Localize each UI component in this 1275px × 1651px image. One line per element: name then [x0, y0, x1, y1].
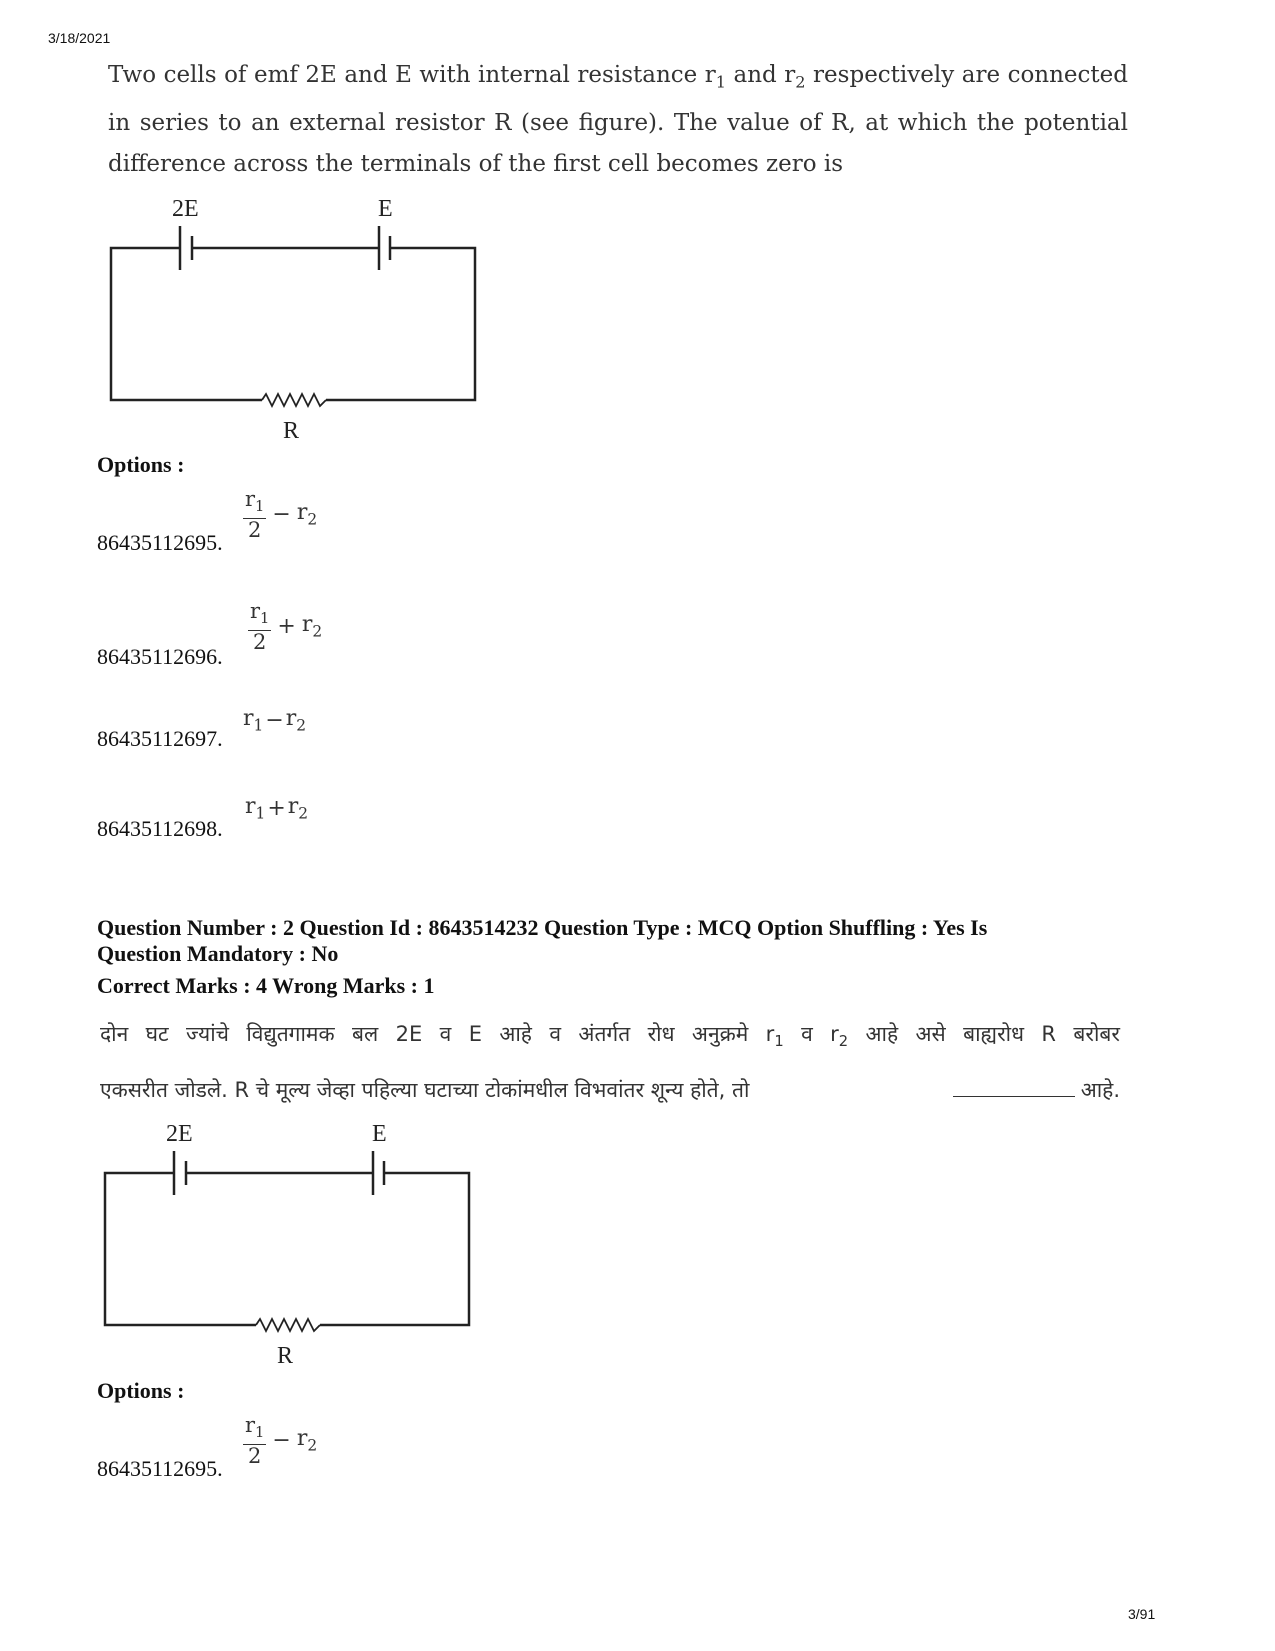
question-meta-line: Question Mandatory : No: [97, 941, 339, 966]
question-2-text: दोन घट ज्यांचे विद्युतगामक बल 2E व E आहे व अंतर्गत रोध अनुक्रमे $r_1$ व $r_2$ आहे असे बाह्यरोध R बरोबर एकसरीत जोडले. R चे मूल्य जेव्हा पहिल्या घटाच्या टोकांमधील विभवांतर शून्य होते, तो आहे.: [100, 1022, 1120, 1103]
option-id: 86435112695.: [97, 1456, 223, 1481]
cell-label-2e: 2E: [172, 196, 199, 222]
options-label-q1: Options :: [97, 452, 185, 477]
resistor-label-r: R: [283, 418, 300, 444]
option-expression: $\frac{r_1}{2}$ − $r_2$: [245, 1413, 318, 1469]
option-id: 86435112695.: [97, 530, 223, 555]
question-1-text: Two cells of emf 2E and E with internal resistance $r_1$ and $r_2$ respectively are connected in series to an external resistor R (see figure). The value of R, at which the potential difference across the terminals of the first cell becomes zero is: [108, 62, 1129, 177]
option-id: 86435112698.: [97, 816, 223, 841]
cell-label-e: E: [372, 1121, 387, 1147]
marks-line: Correct Marks : 4 Wrong Marks : 1: [97, 973, 435, 998]
page-number: 3/91: [1128, 1606, 1156, 1622]
option-expression: $r_1$ − $r_2$: [243, 706, 307, 735]
option-id: 86435112696.: [97, 644, 223, 669]
question-2-meta: [97, 915, 987, 999]
question-meta-line: Question Number : 2 Question Id : 8643514232 Question Type : MCQ Option Shuffling : Yes Is: [97, 915, 988, 940]
resistor-label-r: R: [277, 1343, 294, 1369]
cell-label-2e: 2E: [166, 1121, 193, 1147]
circuit-diagram-2: [94, 1115, 494, 1375]
circuit-diagram-1: [100, 190, 500, 450]
options-label-q2: Options :: [97, 1378, 185, 1403]
answer-blank: [953, 1078, 1075, 1097]
cell-label-e: E: [378, 196, 393, 222]
option-expression: $r_1$ + $r_2$: [245, 794, 309, 823]
option-id: 86435112697.: [97, 726, 223, 751]
print-date: 3/18/2021: [48, 30, 111, 46]
option-expression: $\frac{r_1}{2}$ + $r_2$: [250, 599, 323, 655]
option-expression: $\frac{r_1}{2}$ − $r_2$: [245, 487, 318, 543]
